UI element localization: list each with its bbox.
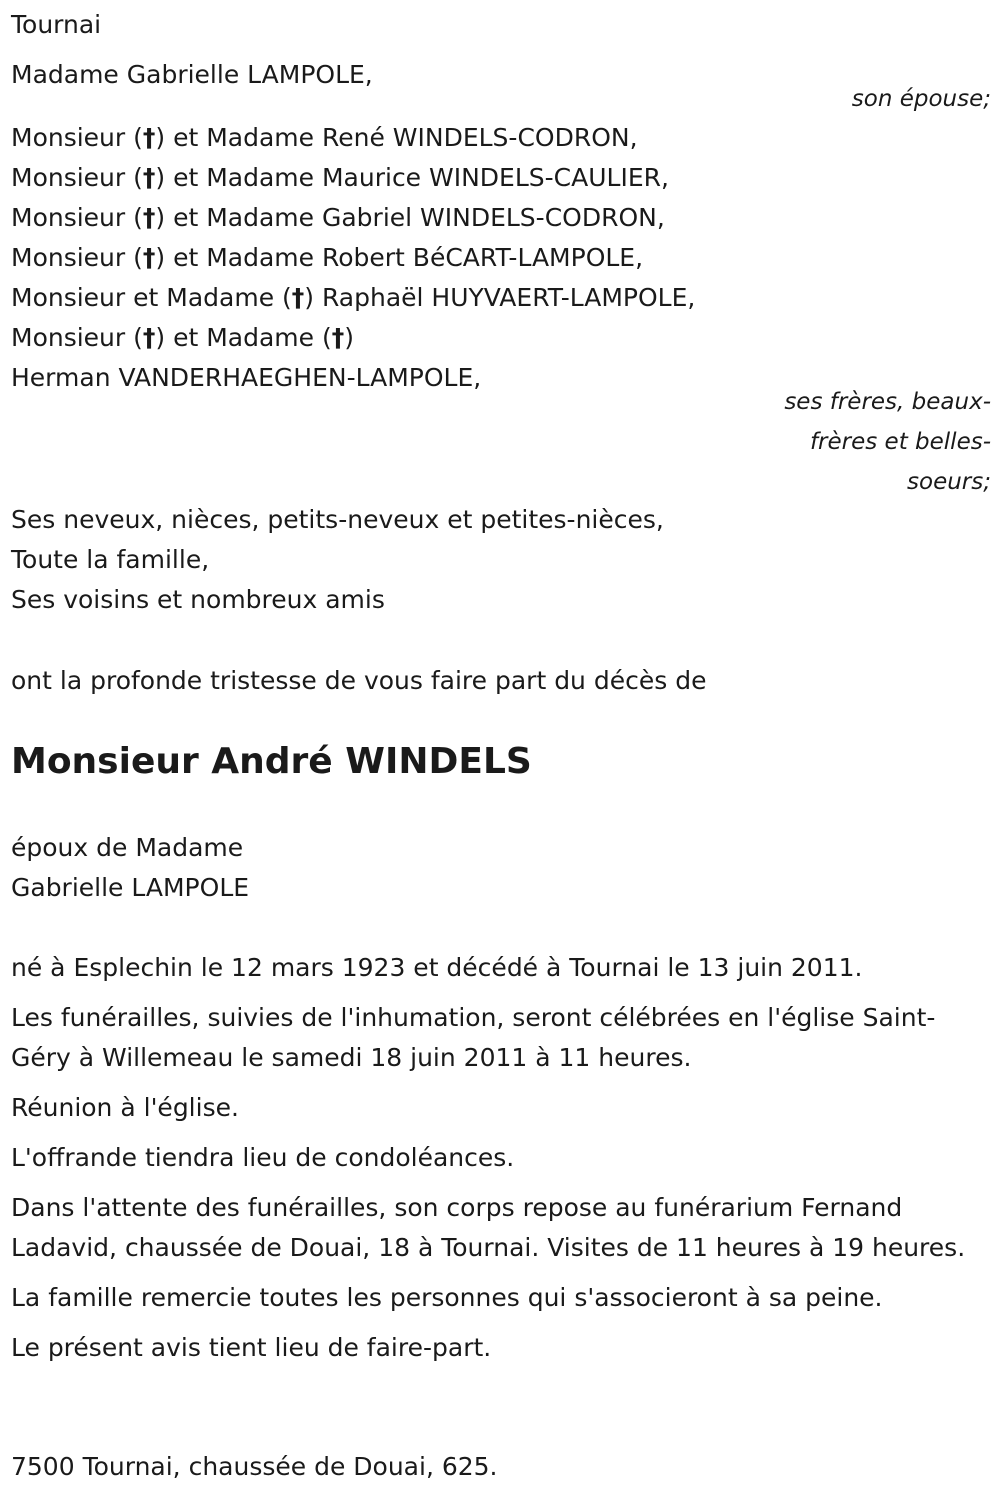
cross-icon: † [142, 123, 156, 152]
relation-line: frères et belles- [809, 429, 991, 455]
header-city: Tournai [11, 10, 102, 39]
cross-icon: † [142, 243, 156, 272]
deceased-name: Monsieur André WINDELS [11, 741, 532, 782]
sibling-line: Monsieur (†) et Madame Robert BéCART-LAMPOLE, [11, 243, 644, 272]
siblings-relation [784, 382, 991, 502]
cross-icon: † [142, 323, 156, 352]
spouse-relation: son épouse; [851, 86, 991, 112]
meeting-info: Réunion à l'église. [11, 1093, 239, 1122]
family-line: Ses voisins et nombreux amis [11, 585, 385, 614]
details [11, 948, 981, 1368]
spouse-line: époux de Madame [11, 833, 244, 862]
cross-icon: † [291, 283, 305, 312]
offering-info: L'offrande tiendra lieu de condoléances. [11, 1143, 515, 1172]
sibling-line: Monsieur (†) et Madame Gabriel WINDELS-CODRON, [11, 203, 665, 232]
deceased-spouse [11, 828, 249, 908]
spouse-name: Madame Gabrielle LAMPOLE, [11, 60, 373, 89]
sibling-line: Herman VANDERHAEGHEN-LAMPOLE, [11, 363, 482, 392]
spouse-line: Gabrielle LAMPOLE [11, 873, 250, 902]
address: 7500 Tournai, chaussée de Douai, 625. [11, 1452, 498, 1481]
siblings-list [11, 118, 695, 398]
cross-icon: † [331, 323, 345, 352]
notice: Le présent avis tient lieu de faire-part. [11, 1333, 492, 1362]
sibling-line: Monsieur (†) et Madame René WINDELS-CODRON, [11, 123, 638, 152]
sibling-line: Monsieur et Madame (†) Raphaël HUYVAERT-LAMPOLE, [11, 283, 696, 312]
cross-icon: † [142, 163, 156, 192]
relation-line: soeurs; [907, 469, 991, 495]
family-line: Ses neveux, nièces, petits-neveux et petites-nièces, [11, 505, 664, 534]
funeral-info: Les funérailles, suivies de l'inhumation, seront célébrées en l'église Saint-Géry à Willemeau le samedi 18 juin 2011 à 11 heures. [11, 1003, 936, 1072]
sibling-line: Monsieur (†) et Madame (†) [11, 323, 354, 352]
sibling-line: Monsieur (†) et Madame Maurice WINDELS-CAULIER, [11, 163, 669, 192]
thanks: La famille remercie toutes les personnes qui s'associeront à sa peine. [11, 1283, 883, 1312]
cross-icon: † [142, 203, 156, 232]
announcement: ont la profonde tristesse de vous faire part du décès de [11, 666, 707, 695]
family-line: Toute la famille, [11, 545, 210, 574]
birth-death: né à Esplechin le 12 mars 1923 et décédé à Tournai le 13 juin 2011. [11, 953, 863, 982]
family-list [11, 500, 664, 620]
relation-line: ses frères, beaux- [784, 389, 991, 415]
visitation-info: Dans l'attente des funérailles, son corps repose au funérarium Fernand Ladavid, chaussée de Douai, 18 à Tournai. Visites de 11 heures à 19 heures. [11, 1193, 966, 1262]
